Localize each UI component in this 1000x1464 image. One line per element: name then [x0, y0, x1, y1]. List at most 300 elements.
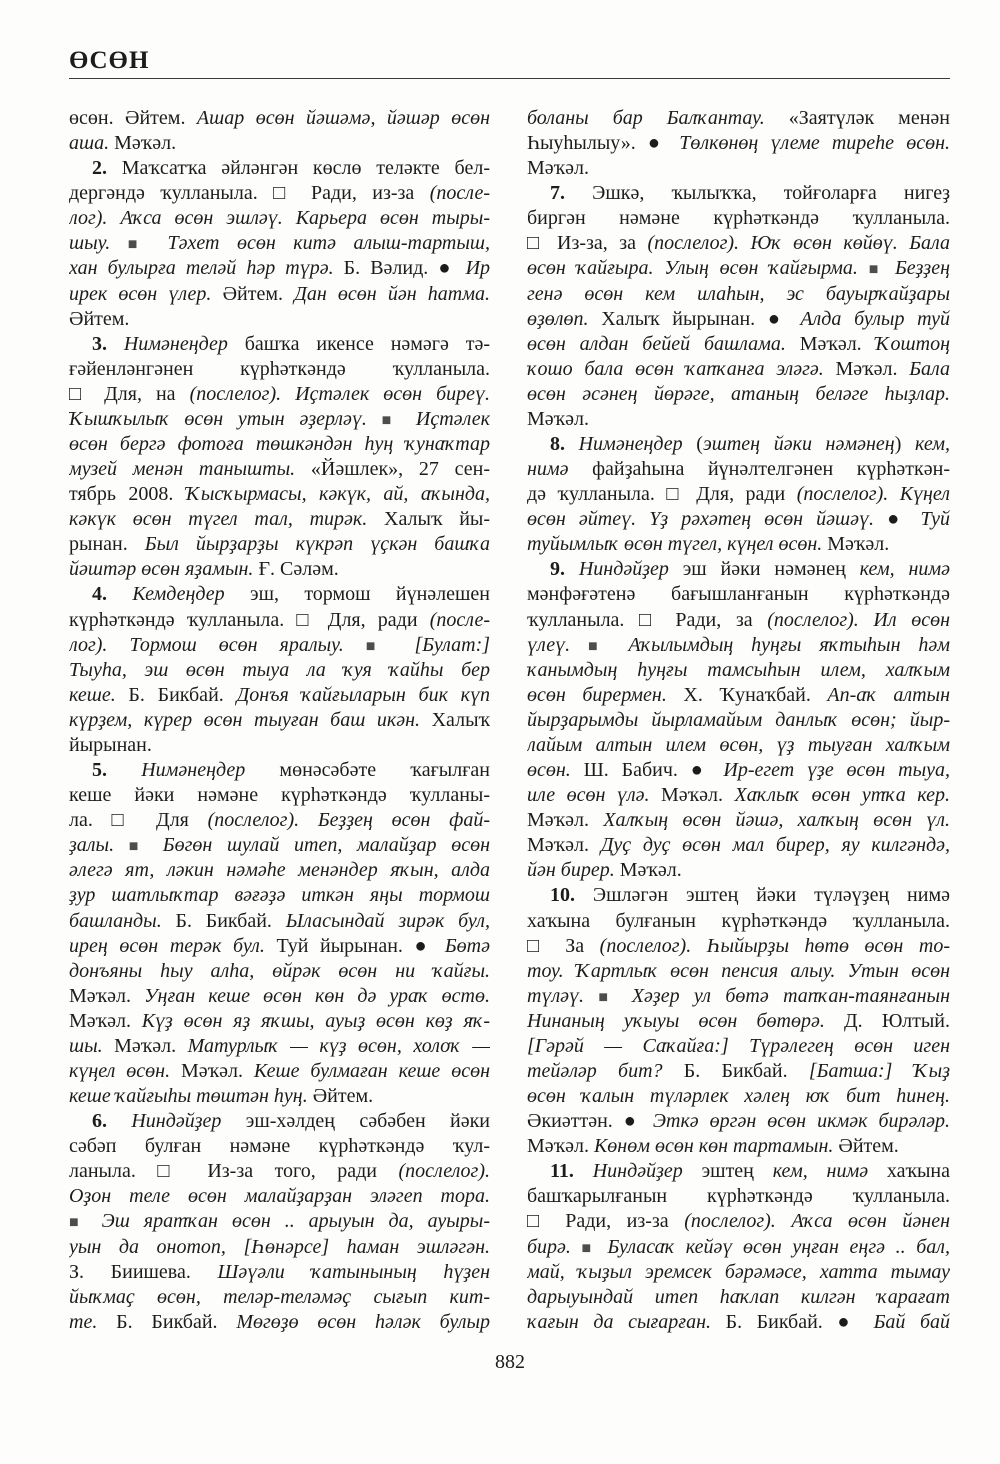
text-line [527, 1134, 950, 1159]
italic-run: өсөн алдан бейей башлама. [527, 332, 786, 355]
text-run: Әйтем. [69, 307, 130, 330]
italic-run: Донъя ҡайғыларын бик күп [236, 683, 490, 706]
italic-run: Ҡысҡырмасы, кәкүк, ай, аҡында, [185, 483, 490, 506]
italic-run: йырҙарымды йырламайым данлыҡ өсөн; йыр- [527, 708, 950, 731]
text-run [88, 1210, 102, 1232]
text-run: Халыҡ [420, 708, 490, 731]
text-line [527, 1260, 950, 1285]
text-run: Ш. Бабич. ● [570, 759, 724, 782]
text-line [69, 256, 490, 281]
text-run: Б. Бикбай. [97, 1310, 237, 1333]
italic-run: ҡанымдың һуңғы тамсыһын илем, халҡым [527, 658, 950, 681]
text-line [69, 156, 490, 181]
text-line [527, 206, 950, 231]
text-line [69, 883, 490, 908]
sense-number: 5. [92, 759, 107, 782]
text-run: Д. Юлтый. [824, 1009, 950, 1032]
text-line [69, 1235, 490, 1260]
text-run: эштең [682, 1160, 773, 1183]
text-line [69, 181, 490, 206]
italic-run: Тыуһа, эш өсөн тыуа ла ҡуя ҡайһы бер [69, 658, 490, 681]
text-run: Мәҡәл. [170, 1059, 254, 1082]
text-line [69, 909, 490, 934]
example-marker: ■ [581, 1239, 597, 1257]
italic-run: Туй [920, 508, 950, 531]
text-line [527, 231, 950, 256]
italic-run: Уңған кеше өсөн көн дә ураҡ өстө. [144, 984, 490, 1007]
text-line [527, 909, 950, 934]
text-run: ) [894, 433, 915, 456]
italic-run: күңел өсөн. [69, 1059, 171, 1082]
text-line [69, 1134, 490, 1159]
italic-run: Нимәнеңдер [141, 759, 246, 782]
text-run: □ Из-за, за [527, 232, 648, 255]
italic-run: йәштәр өсөн яҙамын. [69, 558, 254, 581]
italic-run: Хаҡлыҡ өсөн утҡа кер. [734, 784, 950, 807]
text-run: ( [682, 433, 703, 456]
text-run: Б. Бикбай. [161, 909, 286, 932]
italic-run: лог). Тормош өсөн яралыу. [69, 633, 344, 656]
text-line [69, 307, 490, 332]
text-run [565, 558, 579, 580]
italic-run: Күҙ өсөн яҙ яҡшы, ауыҙ өсөн көҙ яҡ- [141, 1009, 490, 1032]
italic-run: тоу. Ҡартлыҡ өсөн пенсия алыу. Утын өсөн [527, 959, 950, 982]
page-number: 882 [495, 1351, 525, 1373]
text-line [69, 1209, 490, 1234]
text-run: Б. Вәлид. ● [333, 257, 466, 280]
italic-run: (послелог). Юҡ өсөн көйөү. Бала [647, 232, 950, 255]
italic-run: Халҡың өсөн йәшә, халҡың өсөн үл. [603, 809, 950, 832]
italic-run: эштең йәки нәмәнең [702, 433, 895, 456]
text-run [107, 583, 132, 605]
text-line [527, 883, 950, 908]
text-run: Әйтем. [211, 282, 295, 305]
text-line [69, 282, 490, 307]
text-line [527, 457, 950, 482]
text-run: биргән нәмәне күрһәткәндә ҡулланыла. [527, 207, 950, 230]
italic-run: (послелог). Иҫтәлек өсөн биреү. [189, 382, 490, 405]
example-marker: ■ [69, 1214, 88, 1232]
italic-run: өсөн бергә фотоға төшкәндән һуң ҡунаҡтар [69, 433, 490, 456]
text-run: мәнфәғәтенә бағышланғанын күрһәткәндә [527, 583, 950, 606]
italic-run: йән бирер. [527, 859, 615, 882]
text-run: Б. Бикбай. [115, 683, 237, 706]
text-run: Б. Бикбай. ● [711, 1310, 874, 1333]
text-run: Х. Ҡунаҡбай. [666, 683, 828, 706]
text-run: Мәҡәл. [649, 784, 735, 807]
text-run: Әйтем. [307, 1085, 374, 1108]
italic-run: аша. [69, 132, 110, 155]
text-run: Ғ. Сәләм. [253, 558, 339, 581]
text-line [69, 382, 490, 407]
text-run: тябрь 2008. [69, 483, 186, 506]
italic-run: Оҙон теле өсөн малайҙарҙан эләгеп тора. [69, 1185, 490, 1208]
text-run: эш, тормош йүнәлешен [224, 583, 490, 606]
text-line [527, 758, 950, 783]
text-line [69, 357, 490, 382]
text-line [69, 532, 490, 557]
text-line [527, 1235, 950, 1260]
text-run [148, 834, 163, 856]
text-line [69, 758, 490, 783]
italic-run: Кеше булмаған кеше өсөн [253, 1059, 490, 1082]
text-line [69, 1310, 490, 1335]
text-run: ғәйенләнгәнен күрһәткәндә ҡулланыла. [69, 357, 490, 380]
italic-run: Беҙҙең [894, 257, 950, 280]
italic-run: башланды. [69, 909, 162, 932]
text-run: өсөн. Әйтем. [69, 107, 197, 129]
italic-run: туйымлыҡ өсөн түгел, күңел өсөн. [527, 533, 823, 556]
italic-run: (после- [429, 608, 490, 631]
italic-run: Бай бай [873, 1310, 950, 1333]
italic-run: (после- [429, 182, 490, 205]
text-line [527, 131, 950, 156]
text-line [527, 332, 950, 357]
text-line [527, 1159, 950, 1184]
text-run: Мәҡәл. [527, 834, 601, 857]
text-line [527, 858, 950, 883]
text-line [69, 1084, 490, 1109]
text-run: □ Для, на [69, 382, 190, 405]
text-line [527, 156, 950, 181]
text-line [69, 457, 490, 482]
text-line [69, 608, 490, 633]
text-line [69, 231, 490, 256]
italic-run: ҙалы. [69, 834, 115, 857]
italic-run: май, ҡыҙыл эремсек бәрәмәсе, хатта тымау [527, 1260, 950, 1283]
italic-run: Бөгөн шулай итеп, малайҙар өсөн [162, 834, 490, 857]
italic-run: өсөн ҡайғыра. Улың өсөн ҡайғырма. [527, 257, 858, 280]
sense-number: 8. [550, 433, 565, 456]
text-line [69, 833, 490, 858]
italic-run: [Булат:] [414, 633, 490, 656]
text-run [570, 634, 588, 656]
text-run: файҙаһына йүнәлтелгәнен күрһәткән- [568, 458, 950, 481]
italic-run: [Гәрәй — Саҡайға:] Түрәлегең өсөн иген [527, 1034, 950, 1057]
text-run: мөнәсәбәте ҡағылған [245, 759, 490, 782]
italic-run: кәкүк өсөн түгел тал, тирәк. [69, 508, 368, 531]
text-run: «Заятүләк менән [764, 107, 950, 129]
sense-paragraph [69, 156, 490, 332]
italic-run: өсөн. [527, 759, 571, 782]
text-line [527, 1310, 950, 1335]
text-run [344, 634, 366, 656]
italic-run: Бөтә [444, 934, 490, 957]
example-marker: ■ [868, 261, 885, 279]
text-line [69, 507, 490, 532]
italic-run: донъяны һыу алһа, өйрәк өсөн ни ҡайғы. [69, 959, 490, 982]
italic-run: Эткә өргән өсөн икмәк бирәләр. [652, 1110, 950, 1133]
text-run: башҡарылғанын күрһәткәндә ҡулланыла. [527, 1185, 950, 1208]
sense-number: 4. [92, 583, 107, 606]
italic-run: өсөн әйтеү. Үҙ рәхәтең өсөн йәшәү. [527, 508, 875, 531]
text-line [69, 733, 490, 758]
text-run [392, 634, 414, 656]
sense-paragraph [527, 106, 950, 181]
text-line [527, 582, 950, 607]
text-line [527, 633, 950, 658]
text-run [584, 985, 598, 1007]
text-line [69, 984, 490, 1009]
text-run: ҡулланыла. □ Ради, за [527, 608, 768, 631]
italic-run: Ыласындай зирәк бул, [285, 909, 490, 932]
running-head: ӨСӨН [69, 47, 150, 74]
text-line [527, 407, 950, 432]
text-line [69, 582, 490, 607]
italic-run: (послелог). Аҡса өсөн йәнен [684, 1210, 950, 1233]
italic-run: Көнөм өсөн көн тартамын. [593, 1135, 834, 1158]
italic-run: ҙур шатлыҡтар вәғәҙә иткән яңы тормош [69, 884, 490, 907]
italic-run: (послелог). Беҙҙең өсөн фай- [207, 809, 490, 832]
italic-run: кем, нимә [772, 1160, 869, 1183]
italic-run: Төлкөнөң үлеме тиреһе өсөн. [679, 132, 950, 155]
left-column [69, 106, 490, 1335]
italic-run: лог). Аҡса өсөн эшләү. Карьера өсөн тыры- [69, 207, 490, 230]
italic-run: уын да онотоп, [Һөнәрсе] һаман эшләгән. [69, 1235, 490, 1258]
sense-number: 7. [550, 182, 565, 205]
text-run: Б. Бикбай. [662, 1059, 809, 1082]
italic-run: Эш яратҡан өсөн .. арыуын да, ауыры- [101, 1210, 490, 1233]
text-line [527, 1109, 950, 1134]
text-line [527, 808, 950, 833]
text-line [69, 407, 490, 432]
text-run: Эшкә, ҡылыҡҡа, тойғоларға нигеҙ [565, 182, 950, 205]
text-run: Мәҡәл. [69, 1009, 142, 1032]
text-run: Әйтем. [833, 1135, 899, 1158]
sense-paragraph [69, 582, 490, 758]
example-marker: ■ [365, 637, 393, 655]
text-line [69, 106, 490, 131]
text-run: эш йәки нәмәнең [668, 558, 860, 581]
text-run [597, 1236, 608, 1258]
text-run: хаҡына булғанын күрһәткәндә ҡулланыла. [527, 909, 950, 932]
sense-paragraph [69, 106, 490, 156]
italic-run: кеше ҡайғыһы төштән һуң. [69, 1085, 308, 1108]
text-run [884, 257, 895, 279]
sense-number: 6. [92, 1110, 107, 1133]
example-marker: ■ [127, 236, 150, 254]
example-marker: ■ [587, 637, 611, 655]
italic-run: Иҫтәлек [415, 407, 490, 430]
italic-run: өҙөлөп. [527, 307, 589, 330]
italic-run: Хәҙер ул бөтә тапҡан-таянғанын [631, 984, 950, 1007]
header-rule [69, 78, 950, 79]
italic-run: Ап-аҡ алтын [827, 683, 950, 706]
italic-run: Матурлыҡ — күҙ өсөн, холоҡ — [187, 1034, 490, 1057]
italic-run: Нинаның уҡыуы өсөн бөтөрә. [527, 1009, 825, 1032]
text-line [69, 131, 490, 156]
text-line [69, 206, 490, 231]
italic-run: Аҡылымдың һуңғы яҡтыһын һәм [628, 633, 950, 656]
italic-run: ирек өсөн үлер. [69, 282, 212, 305]
italic-run: боланы бар Балҡантау. [527, 107, 765, 129]
text-run: Мәҡәл. [102, 1034, 188, 1057]
text-run: Маҡсатҡа әйләнгән көслө теләкте бел- [107, 157, 490, 180]
text-run: Мәҡәл. [527, 1135, 594, 1158]
sense-paragraph [527, 181, 950, 432]
text-line [527, 557, 950, 582]
italic-run: Бала [909, 357, 950, 380]
italic-run: музей менән танышты. [69, 458, 296, 481]
text-run [114, 834, 129, 856]
italic-run: түләү. [527, 984, 585, 1007]
text-run: □ За [527, 934, 600, 957]
italic-run: кеше. [69, 683, 116, 706]
text-run: Мәҡәл. [527, 157, 589, 180]
text-line [69, 482, 490, 507]
italic-run: Ашар өсөн йәшәмә, йәшәр өсөн [196, 107, 490, 129]
text-line [527, 733, 950, 758]
italic-run: Нимәнеңдер [123, 332, 228, 355]
italic-run: ирең өсөн терәк бул. [69, 934, 265, 957]
text-line [527, 432, 950, 457]
sense-paragraph [69, 758, 490, 1109]
text-run: рынан. [69, 533, 145, 556]
italic-run: Ир [465, 257, 490, 280]
italic-run: Нимәнеңдер [578, 433, 683, 456]
text-run: Һыуһылыу». ● [527, 132, 680, 155]
text-run: күрһәткәндә ҡулланыла. □ Для, ради [69, 608, 430, 631]
text-line [69, 658, 490, 683]
text-line [527, 934, 950, 959]
text-line [69, 858, 490, 883]
italic-run: тейәләр бит? [527, 1059, 663, 1082]
text-run: эш-хәлдең сәбәбен йәки [221, 1110, 490, 1133]
italic-run: дарыуындай итеп һаҡлап килгән ҡарағат [527, 1285, 950, 1308]
italic-run: Ҡышҡылыҡ өсөн утын әҙерләү. [69, 407, 367, 430]
italic-run: өсөн ҡалын түләрлек хәлең юҡ бит һинең. [527, 1085, 950, 1108]
italic-run: ҡошо бала өсөн ҡапҡанға эләгә. [527, 357, 824, 380]
italic-run: Алда булыр туй [800, 307, 950, 330]
text-line [69, 708, 490, 733]
text-run: ла. □ Для [69, 809, 208, 832]
text-run: сәбәп булған нәмәне күрһәткәндә ҡул- [69, 1135, 490, 1158]
text-run: Мәҡәл. [823, 357, 910, 380]
text-line [69, 934, 490, 959]
example-marker: ■ [381, 411, 402, 429]
text-line [69, 1260, 490, 1285]
sense-number: 3. [92, 332, 107, 355]
italic-run: өсөн бирермен. [527, 683, 667, 706]
text-line [527, 1034, 950, 1059]
sense-number: 10. [550, 884, 575, 907]
italic-run: (послелог). Ил өсөн [767, 608, 950, 631]
italic-run: шыу. [69, 232, 111, 255]
italic-run: өсөн әсәнең йөрәге, атаның беләге һыҙлар. [527, 382, 950, 405]
text-run: ● [874, 508, 921, 531]
italic-run: шы. [69, 1034, 103, 1057]
text-run [565, 433, 579, 455]
text-line [527, 106, 950, 131]
text-line [69, 1184, 490, 1209]
text-line [527, 1285, 950, 1310]
text-line [69, 432, 490, 457]
italic-run: генә өсөн кем илаһын, эс бауырҡайҙары [527, 282, 950, 305]
text-line [69, 1034, 490, 1059]
text-line [69, 1059, 490, 1084]
text-line [527, 307, 950, 332]
sense-paragraph [69, 1109, 490, 1335]
text-run [110, 232, 128, 254]
text-run [107, 1110, 131, 1132]
sense-number: 2. [92, 157, 107, 180]
italic-run: ҡағын да сығарған. [527, 1310, 712, 1333]
text-line [69, 1285, 490, 1310]
text-run: З. Биишева. [69, 1260, 218, 1283]
italic-run: Ҡоштоң [875, 332, 950, 355]
text-line [69, 783, 490, 808]
text-run [858, 257, 869, 279]
italic-run: Дуҫ дуҫ өсөн мал бирер, яу килгәндә, [600, 834, 950, 857]
italic-run: иле өсөн үлә. [527, 784, 650, 807]
text-run: Мәҡәл. [785, 332, 876, 355]
italic-run: кем, [915, 433, 950, 456]
sense-paragraph [527, 883, 950, 1159]
sense-paragraph [69, 332, 490, 583]
italic-run: нимә [527, 458, 569, 481]
text-run: □ Ради, из-за [527, 1210, 685, 1233]
text-line [527, 1184, 950, 1209]
italic-run: (послелог). [398, 1160, 490, 1183]
text-line [527, 181, 950, 206]
text-line [69, 1159, 490, 1184]
italic-run: Буласаҡ кейәү өсөн уңған еңгә .. бал, [607, 1235, 950, 1258]
text-run: кеше йәки нәмәне күрһәткәндә ҡулланы- [69, 784, 490, 807]
italic-run: хан булырға теләй һәр түрә. [69, 257, 334, 280]
text-line [527, 282, 950, 307]
text-run: Мәҡәл. [109, 132, 177, 155]
text-run [107, 759, 141, 781]
text-run: хаҡына [868, 1160, 950, 1183]
sense-number: 9. [550, 558, 565, 581]
text-line [69, 808, 490, 833]
text-line [527, 507, 950, 532]
text-run: Халыҡ йы- [367, 508, 490, 531]
text-run: Әкиәттән. ● [527, 1110, 653, 1133]
italic-run: Был йырҙарҙы күкрәп үҫкән башҡа [144, 533, 490, 556]
italic-run: бирә. [527, 1235, 571, 1258]
text-run: Мәҡәл. [69, 984, 145, 1007]
text-line [527, 683, 950, 708]
italic-run: Кемдеңдер [132, 583, 225, 606]
italic-run: Дан өсөн йән һатма. [294, 282, 490, 305]
italic-run: Шәүәли ҡатынының һүҙен [217, 1260, 490, 1283]
italic-run: кем, нимә [859, 558, 950, 581]
text-line [527, 984, 950, 1009]
text-line [69, 1109, 490, 1134]
sense-number: 11. [550, 1160, 574, 1183]
right-column [527, 106, 950, 1335]
text-line [527, 783, 950, 808]
text-run: Халыҡ йырынан. ● [588, 307, 801, 330]
text-line [69, 683, 490, 708]
italic-run: (послелог). Һыйырҙы һөтө өсөн то- [599, 934, 950, 957]
text-run: Мәҡәл. [527, 407, 589, 430]
sense-paragraph [527, 557, 950, 883]
text-run: башҡа икенсе нәмәгә тә- [227, 332, 490, 355]
italic-run: әлегә ят, ләкин нәмәһе менәндер яҡын, алда [69, 859, 490, 882]
italic-run: те. [69, 1310, 98, 1333]
text-run [571, 1236, 582, 1258]
text-run: дергәндә ҡулланыла. □ Ради, из-за [69, 182, 430, 205]
text-line [527, 959, 950, 984]
text-line [527, 658, 950, 683]
text-line [527, 608, 950, 633]
sense-paragraph [527, 1159, 950, 1335]
sense-paragraph [527, 432, 950, 557]
italic-run: Ниндәйҙер [578, 558, 669, 581]
text-run: Мәҡәл. [527, 809, 604, 832]
